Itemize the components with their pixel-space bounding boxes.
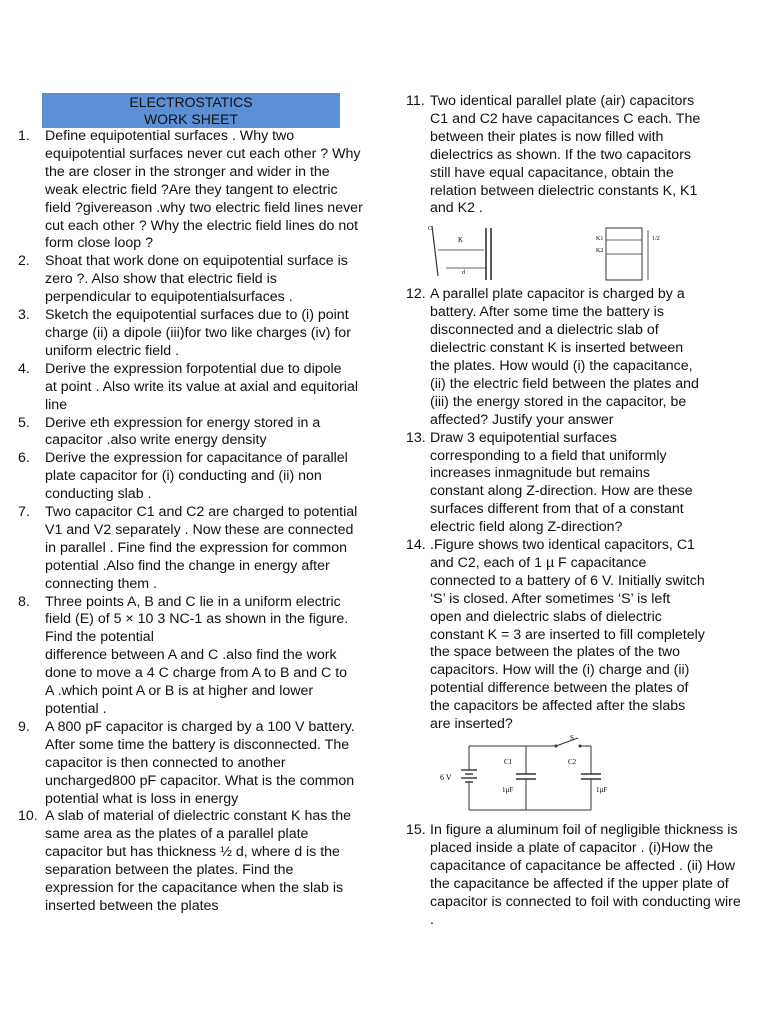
question-line: increases inmagnitude but remains xyxy=(430,465,651,482)
question-line: connecting them . xyxy=(45,575,157,592)
question-number: 7. xyxy=(18,504,30,521)
question-line: battery. After some time the battery is xyxy=(430,304,664,321)
question-line: same area as the plates of a parallel plate xyxy=(45,826,309,843)
figure-dielectric-capacitors xyxy=(406,218,758,286)
question-line: capacitor .also write energy density xyxy=(45,432,267,449)
question-line: the are closer in the stronger and wider in the xyxy=(45,163,330,180)
question-line: uncharged800 pF capacitor. What is the common xyxy=(45,772,355,789)
c1-label: C1 xyxy=(504,758,513,766)
question-line: Shoat that work done on equipotential surface is xyxy=(45,253,348,270)
question-number: 13. xyxy=(406,429,426,446)
question-line: A 800 pF capacitor is charged by a 100 V battery. xyxy=(45,718,355,735)
question-text xyxy=(45,415,388,451)
c1-value: 1µF xyxy=(502,786,514,794)
question-text xyxy=(430,93,758,218)
question-line: After some time the battery is disconnected. The xyxy=(45,736,350,753)
fig11-label-half: 1/2 xyxy=(652,236,660,243)
question-number: 14. xyxy=(406,537,426,554)
question-8 xyxy=(18,594,388,719)
question-7 xyxy=(18,504,388,594)
question-line: between their plates is now filled with xyxy=(430,128,664,145)
question-line: conducting slab . xyxy=(45,486,152,503)
worksheet-subject: ELECTROSTATICS xyxy=(129,94,253,110)
question-line: weak electric field ?Are they tangent to electric xyxy=(45,181,338,198)
question-line: connected to a battery of 6 V. Initially switch xyxy=(430,572,705,589)
question-number: 11. xyxy=(406,93,425,109)
question-text xyxy=(45,719,388,809)
question-line: field (E) of 5 × 10 3 NC-1 as shown in the figure. xyxy=(45,611,349,628)
question-line: expression for the capacitance when the slab is xyxy=(45,880,344,897)
question-text xyxy=(45,361,388,415)
question-line: Define equipotential surfaces . Why two xyxy=(45,128,295,144)
question-text xyxy=(430,822,758,929)
question-line: still have equal capacitance, obtain the xyxy=(430,164,674,181)
question-line: separation between the plates. Find the xyxy=(45,862,294,879)
switch-label: S xyxy=(570,734,574,742)
question-text xyxy=(45,450,388,504)
question-line: potential what is loss in energy xyxy=(45,790,239,807)
question-line: constant along Z-direction. How are these xyxy=(430,483,693,500)
left-column xyxy=(18,128,388,916)
question-line: ‘S’ is closed. After sometimes ‘S’ is left xyxy=(430,590,671,607)
question-line: equipotential surfaces never cut each other ? Why xyxy=(45,145,361,162)
question-number: 5. xyxy=(18,414,30,431)
question-line: Draw 3 equipotential surfaces xyxy=(430,429,617,446)
question-line: Three points A, B and C lie in a uniform electric xyxy=(45,593,341,610)
question-line: and C2, each of 1 µ F capacitance xyxy=(430,554,647,571)
question-11 xyxy=(406,93,758,218)
worksheet-title-box xyxy=(42,93,340,128)
question-4 xyxy=(18,361,388,415)
question-text xyxy=(430,286,758,429)
question-line: A slab of material of dielectric constant K has the xyxy=(45,808,351,825)
question-12 xyxy=(406,286,758,429)
right-column xyxy=(406,93,758,929)
question-text xyxy=(45,128,388,253)
worksheet-title: WORK SHEET xyxy=(143,111,239,127)
question-line: the capacitors be affected after the slabs xyxy=(430,698,686,715)
question-line: at point . Also write its value at axial and equitorial xyxy=(45,378,359,395)
question-15 xyxy=(406,822,758,929)
question-text xyxy=(45,504,388,594)
question-line: uniform electric field . xyxy=(45,342,180,359)
c2-label: C2 xyxy=(568,758,577,766)
question-number: 10. xyxy=(18,808,38,825)
question-line: potential .Also find the change in energy after xyxy=(45,557,330,574)
question-line: done to move a 4 C charge from A to B and C to xyxy=(45,665,348,682)
question-text xyxy=(45,594,388,719)
question-line: difference between A and C .also find the work xyxy=(45,647,337,664)
question-line: constant K = 3 are inserted to fill completely xyxy=(430,626,705,643)
question-line: the capacitance be affected if the upper plate of xyxy=(430,875,729,892)
fig11-label-k1: K1 xyxy=(596,236,604,243)
question-10 xyxy=(18,808,388,915)
question-3 xyxy=(18,307,388,361)
question-line: Derive eth expression for energy stored in a xyxy=(45,414,321,431)
question-line: field ?givereason .why two electric field lines never xyxy=(45,199,363,216)
question-line: corresponding to a field that uniformly xyxy=(430,447,667,464)
question-2 xyxy=(18,253,388,307)
question-13 xyxy=(406,430,758,537)
question-text xyxy=(45,253,388,307)
question-line: charge (ii) a dipole (iii)for two like charges (iv) for xyxy=(45,324,351,341)
question-line: Derive the expression for capacitance of parallel xyxy=(45,450,348,467)
question-line: dielectrics as shown. If the two capacitors xyxy=(430,146,692,163)
question-text xyxy=(45,307,388,361)
question-line: open and dielectric slabs of dielectric xyxy=(430,608,662,625)
question-1 xyxy=(18,128,388,253)
question-line: V1 and V2 separately . Now these are connected xyxy=(45,521,354,538)
question-line: .Figure shows two identical capacitors, C1 xyxy=(430,537,695,554)
question-line: (iii) the energy stored in the capacitor, be xyxy=(430,393,687,410)
question-line: potential . xyxy=(45,701,107,717)
question-line: capacitor is connected to foil with conducting wire xyxy=(430,893,741,910)
question-14 xyxy=(406,537,758,734)
question-line: and K2 . xyxy=(430,200,483,217)
question-line: In figure a aluminum foil of negligible thickness is xyxy=(430,822,738,838)
question-line: . xyxy=(430,911,434,928)
question-number: 3. xyxy=(18,307,30,324)
question-line: (ii) the electric field between the plates and xyxy=(430,375,699,392)
battery-label: 6 V xyxy=(440,773,452,782)
question-number: 6. xyxy=(18,450,30,467)
question-text xyxy=(45,808,388,915)
question-text xyxy=(430,537,758,734)
question-line: Two capacitor C1 and C2 are charged to potential xyxy=(45,504,358,521)
question-line: capacitor but has thickness ½ d, where d is the xyxy=(45,844,340,861)
question-line: the space between the plates of the two xyxy=(430,644,681,661)
question-line: Sketch the equipotential surfaces due to (i) point xyxy=(45,307,349,324)
question-line: relation between dielectric constants K, K1 xyxy=(430,182,698,199)
question-6 xyxy=(18,450,388,504)
question-line: dielectric constant K is inserted between xyxy=(430,340,684,357)
question-line: in parallel . Fine find the expression for common xyxy=(45,539,348,556)
fig11-label-c: C xyxy=(428,226,433,233)
question-number: 12. xyxy=(406,286,426,303)
question-line: capacitor is then connected to another xyxy=(45,754,286,771)
c2-value: 1µF xyxy=(596,786,608,794)
question-text xyxy=(430,430,758,537)
question-line: perpendicular to equipotentialsurfaces . xyxy=(45,289,293,306)
question-line: Find the potential xyxy=(45,629,154,646)
question-number: 15. xyxy=(406,822,426,838)
question-line: electric field along Z-direction? xyxy=(430,519,623,536)
fig11-label-d: d xyxy=(462,270,465,277)
fig11-label-k: K xyxy=(458,236,464,245)
question-line: capacitance of capacitance be affected . (ii) How xyxy=(430,857,735,874)
question-line: are inserted? xyxy=(430,716,513,733)
question-number: 9. xyxy=(18,718,30,735)
capacitor-circuit-diagram xyxy=(406,734,758,822)
question-line: inserted between the plates xyxy=(45,897,219,914)
question-5 xyxy=(18,415,388,451)
question-line: C1 and C2 have capacitances C each. The xyxy=(430,110,701,127)
dielectric-capacitors-diagram xyxy=(406,218,758,286)
question-line: line xyxy=(45,396,68,413)
question-line: plate capacitor for (i) conducting and (ii) non xyxy=(45,468,322,485)
question-line: A parallel plate capacitor is charged by a xyxy=(430,286,685,303)
question-line: cut each other ? Why the electric field lines do not xyxy=(45,217,359,234)
question-line: surfaces different from that of a constant xyxy=(430,501,684,518)
question-line: Derive the expression forpotential due to dipole xyxy=(45,360,342,377)
question-line: capacitors. How will the (i) charge and (ii) xyxy=(430,662,690,679)
question-number: 4. xyxy=(18,360,30,377)
question-line: disconnected and a dielectric slab of xyxy=(430,322,659,339)
question-line: the plates. How would (i) the capacitance, xyxy=(430,357,693,374)
question-line: A .which point A or B is at higher and lower xyxy=(45,683,314,700)
question-line: potential difference between the plates of xyxy=(430,680,689,697)
question-9 xyxy=(18,719,388,809)
question-line: affected? Justify your answer xyxy=(430,411,614,428)
question-line: form close loop ? xyxy=(45,235,154,252)
question-number: 8. xyxy=(18,593,30,610)
question-line: Two identical parallel plate (air) capacitors xyxy=(430,93,695,109)
question-line: placed inside a plate of capacitor . (i)How the xyxy=(430,839,714,856)
fig11-label-k2: K2 xyxy=(596,248,604,255)
question-number: 2. xyxy=(18,253,30,270)
figure-capacitor-circuit xyxy=(406,734,758,822)
question-number: 1. xyxy=(18,128,30,144)
question-line: zero ?. Also show that electric field is xyxy=(45,271,277,288)
